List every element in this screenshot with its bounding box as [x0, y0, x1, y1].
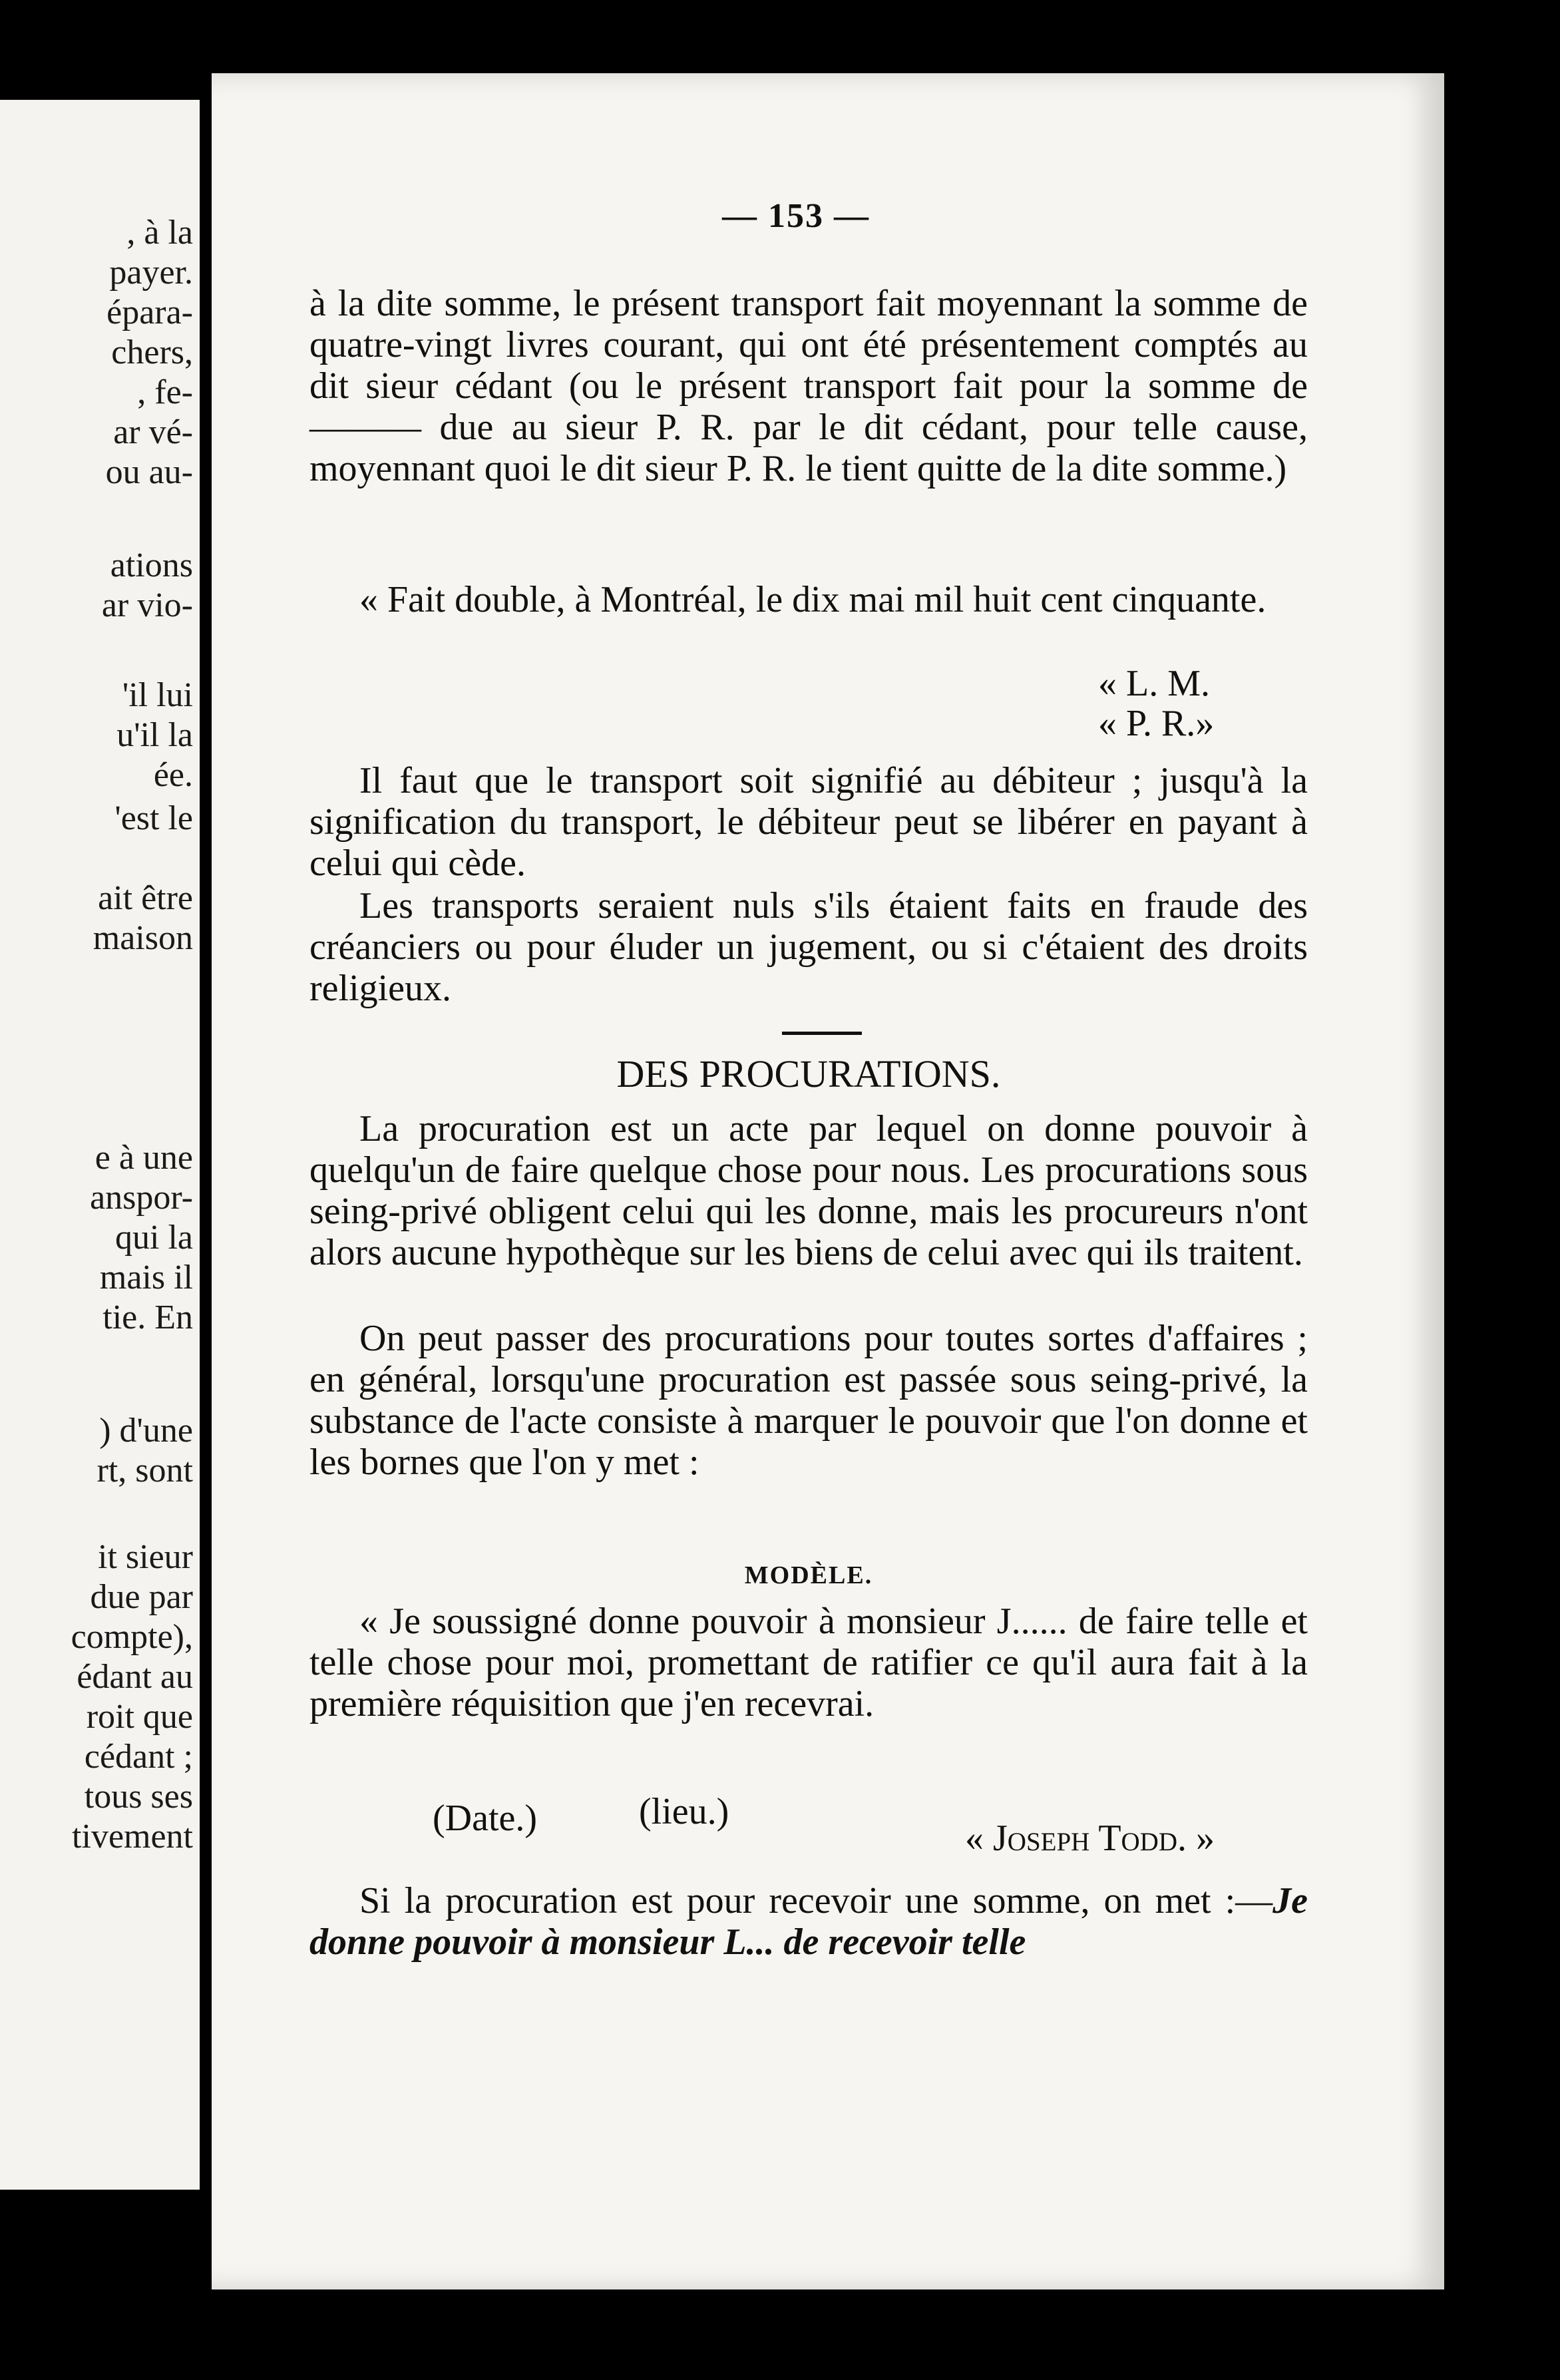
left-page-text-fragment: anspor- [90, 1179, 193, 1217]
paragraph-signification: Il faut que le transport soit signifié au débiteur ; jusqu'à la signification du transport, le débiteur peut se libérer en payant à celui qui cède. [309, 760, 1308, 884]
section-divider [782, 1032, 862, 1035]
paragraph-procuration-types: On peut passer des procurations pour toutes sortes d'affaires ; en général, lorsqu'une procuration est passée sous seing-privé, la substance de l'acte consiste à marquer le pouvoir que l'on donne et les bornes que l'on y met : [309, 1318, 1308, 1483]
left-page-text-fragment: due par [90, 1578, 193, 1616]
left-page-text-fragment: payer. [109, 254, 193, 292]
page-number: — 153 — [722, 197, 870, 235]
signature-lm: « L. M. [1098, 663, 1210, 704]
left-page-text-fragment: ée. [153, 756, 193, 794]
left-page-text-fragment: qui la [115, 1219, 193, 1257]
left-page-text-fragment: ations [110, 546, 193, 584]
left-page-text-fragment: ar vé- [113, 413, 193, 451]
left-page-text-fragment: u'il la [116, 716, 193, 754]
paragraph-recevoir-somme [309, 1880, 1308, 1963]
paragraph-model-text: « Je soussigné donne pouvoir à monsieur J...... de faire telle et telle chose pour moi, promettant de ratifier ce qu'il aura fait à la première réquisition que j'en recevrai. [309, 1601, 1308, 1724]
paragraph-nullite: Les transports seraient nuls s'ils étaient faits en fraude des créanciers ou pour éluder un jugement, ou si c'étaient des droits religieux. [309, 885, 1308, 1009]
left-page-text-fragment: chers, [111, 333, 193, 371]
left-page-text-fragment: tie. En [102, 1298, 193, 1336]
text-italic: Je donne pouvoir à monsieur L... de recevoir telle [309, 1880, 1308, 1963]
left-page-text-fragment: tous ses [84, 1778, 193, 1816]
left-page-text-fragment: ar vio- [101, 586, 193, 624]
left-page-text-fragment: 'est le [114, 799, 193, 837]
left-page-text-fragment: ait être [98, 879, 193, 917]
left-page-text-fragment: , à la [126, 214, 193, 252]
left-page-text-fragment: mais il [99, 1259, 193, 1296]
left-page-text-fragment: compte), [71, 1618, 193, 1656]
left-page-text-fragment: épara- [106, 294, 193, 331]
left-page-edge [0, 100, 200, 2190]
left-page-text-fragment: , fe- [137, 373, 193, 411]
left-page-text-fragment: cédant ; [84, 1738, 193, 1776]
left-page-text-fragment: édant au [77, 1658, 193, 1696]
model-heading: MODÈLE. [744, 1561, 873, 1589]
text-plain: Si la procuration est pour recevoir une somme, on met :— [359, 1880, 1273, 1921]
left-page-text-fragment: e à une [95, 1139, 193, 1177]
date-label: (Date.) [433, 1798, 538, 1839]
left-page-text-fragment: ) d'une [99, 1412, 193, 1450]
left-page-text-fragment: roit que [86, 1698, 193, 1736]
signature-pr: « P. R.» [1098, 703, 1215, 744]
place-label: (lieu.) [639, 1791, 729, 1832]
left-page-text-fragment: 'il lui [122, 676, 193, 714]
section-heading: DES PROCURATIONS. [616, 1052, 1001, 1095]
left-page-text-fragment: rt, sont [97, 1452, 193, 1489]
paragraph-transport-end: à la dite somme, le présent transport fait moyennant la somme de quatre-vingt livres courant, qui ont été présentement comptés au dit sieur cédant (ou le présent transport fait pour la somme de ——— due au sieur P. R. par le dit cédant, pour telle cause, moyennant quoi le dit sieur P. R. le tient quitte de la dite somme.) [309, 283, 1308, 489]
left-page-text-fragment: maison [93, 919, 193, 957]
left-page-text-fragment: it sieur [98, 1538, 193, 1576]
paragraph-fait-double: « Fait double, à Montréal, le dix mai mil huit cent cinquante. [359, 579, 1267, 620]
paragraph-procuration-definition: La procuration est un acte par lequel on donne pouvoir à quelqu'un de faire quelque chose pour nous. Les procurations sous seing-privé obligent celui qui les donne, mais les procureurs n'ont alors aucune hypothèque sur les biens de celui avec qui ils traitent. [309, 1108, 1308, 1273]
signature-joseph-todd: « Joseph Todd. » [965, 1818, 1215, 1859]
left-page-text-fragment: tivement [72, 1818, 193, 1856]
left-page-text-fragment: ou au- [105, 453, 193, 491]
